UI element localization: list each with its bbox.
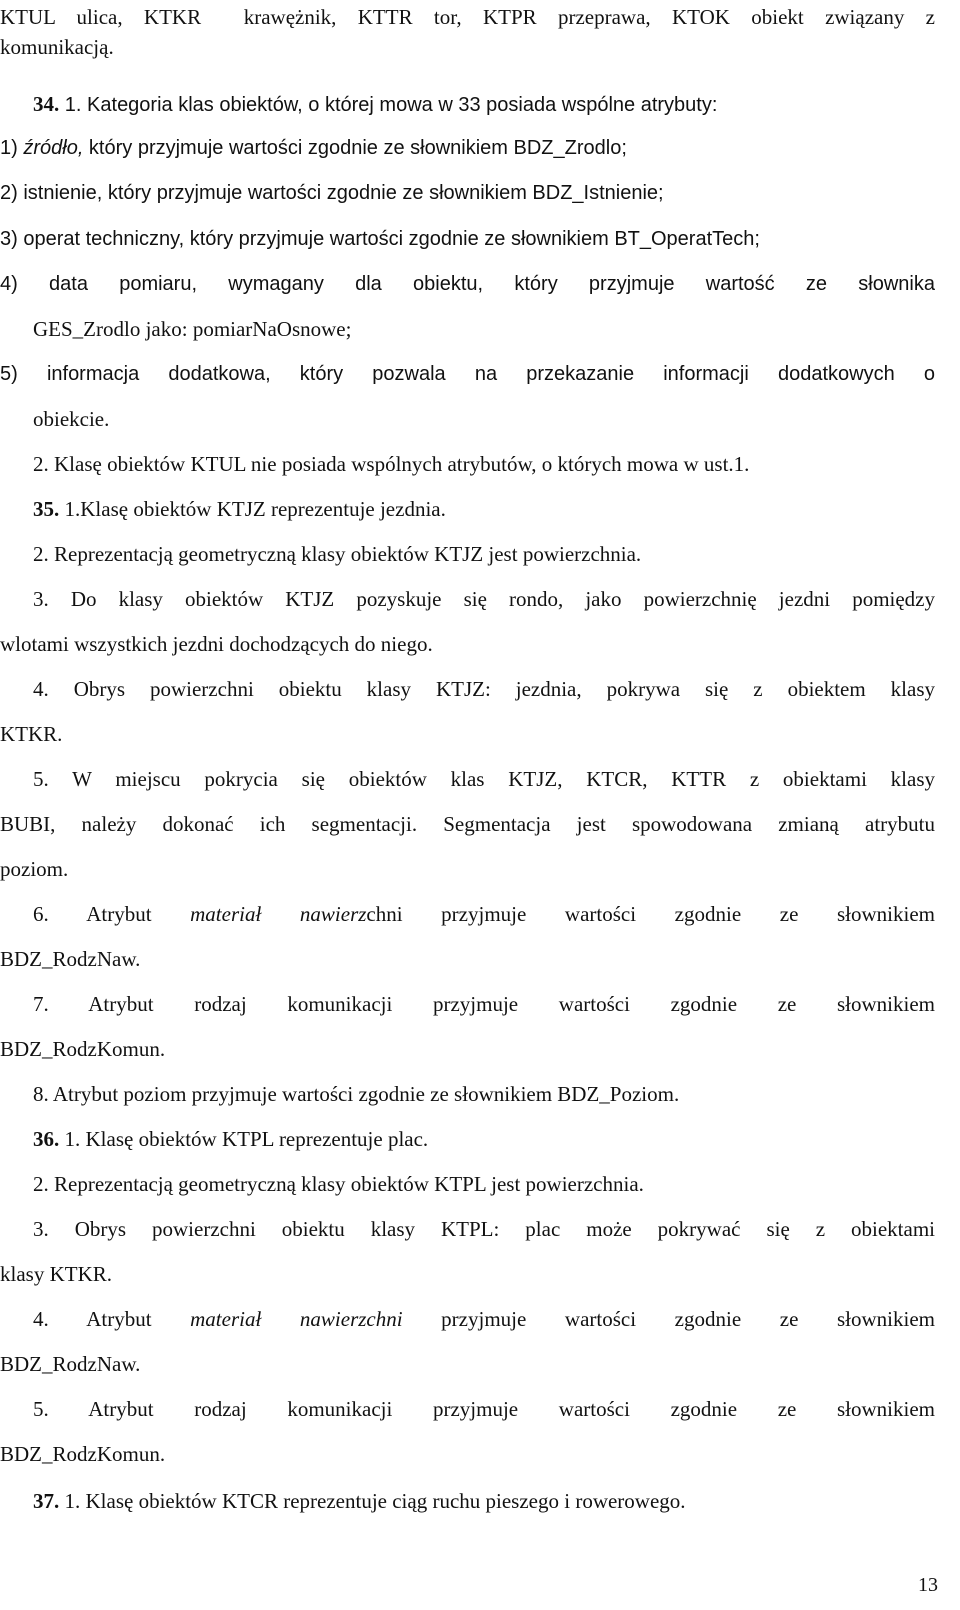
text-line: [0, 809, 935, 839]
line-text: 1. Kategoria klas obiektów, o której mowa w: [59, 94, 459, 116]
text-line: [33, 764, 935, 794]
text-line: [33, 539, 935, 569]
line-text: KTKR.: [0, 722, 63, 746]
line-text: 3. Do klasy obiektów KTJZ pozyskuje się rondo, jako powierzchnię jezdni pomiędzy: [33, 587, 935, 611]
text-line: [0, 224, 935, 254]
line-text: 2. Klasę obiektów KTUL nie posiada wspólnych atrybutów, o których mowa w ust.1.: [33, 452, 750, 476]
line-text: 2. Reprezentacją geometryczną klasy obiektów KTJZ jest powierzchnia.: [33, 542, 642, 566]
line-text: 6. Atrybut: [33, 902, 191, 926]
line-text: chni przyjmuje wartości zgodnie ze słownikiem: [366, 902, 935, 926]
text-line: [0, 359, 935, 389]
paragraph-36-line: [33, 1124, 935, 1154]
line-text: 1. Klasę obiektów KTPL reprezentuje plac.: [59, 1127, 429, 1151]
text-line: [0, 133, 935, 163]
paragraph-number: 36.: [33, 1127, 60, 1151]
text-line: [0, 854, 935, 884]
line-text: 3. Obrys powierzchni obiektu klasy KTPL: plac może pokrywać się z obiektami: [33, 1217, 935, 1241]
line-text: 5. Atrybut rodzaj komunikacji przyjmuje wartości zgodnie ze słownikiem: [33, 1397, 935, 1421]
text-line: [0, 269, 935, 299]
text-line: [0, 178, 935, 208]
text-line: [0, 944, 935, 974]
line-text: 8. Atrybut poziom przyjmuje wartości zgodnie ze słownikiem BDZ_Poziom.: [33, 1082, 680, 1106]
line-text: 33 posiada wspólne atrybuty:: [458, 94, 718, 116]
text-line: [33, 449, 935, 479]
paragraph-37-line: [33, 1486, 935, 1516]
paragraph-number: 34.: [33, 92, 60, 116]
paragraph-number: 35.: [33, 497, 60, 521]
text-line: [0, 629, 935, 659]
line-text: BUBI, należy dokonać ich segmentacji. Segmentacja jest spowodowana zmianą atrybutu: [0, 812, 935, 836]
text-line: [0, 1349, 935, 1379]
line-text: 1): [0, 137, 24, 159]
text-line: [33, 314, 935, 344]
line-text: 3) operat techniczny, który przyjmuje wartości zgodnie ze słownikiem BT_OperatTech;: [0, 228, 760, 250]
line-text: 5) informacja dodatkowa, który pozwala na przekazanie informacji dodatkowych o: [0, 363, 935, 385]
line-text: klasy KTKR.: [0, 1262, 112, 1286]
text-line: [0, 32, 935, 62]
line-text: BDZ_RodzNaw.: [0, 1352, 141, 1376]
line-text: BDZ_RodzKomun.: [0, 1442, 166, 1466]
italic-term: materiał nawierzchni: [190, 1307, 403, 1331]
line-text: 1.Klasę obiektów KTJZ reprezentuje jezdnia.: [59, 497, 446, 521]
text-line: [33, 1304, 935, 1334]
line-text: 4. Obrys powierzchni obiektu klasy KTJZ: jezdnia, pokrywa się z obiektem klasy: [33, 677, 935, 701]
text-line: [33, 1169, 935, 1199]
text-line: [33, 899, 935, 929]
line-text: 2. Reprezentacją geometryczną klasy obiektów KTPL jest powierzchnia.: [33, 1172, 644, 1196]
text-line: [33, 1214, 935, 1244]
line-text: który przyjmuje wartości zgodnie ze słownikiem BDZ_Zrodlo;: [83, 137, 627, 159]
paragraph-34-line: [33, 89, 935, 119]
text-line: [33, 1394, 935, 1424]
paragraph-number: 37.: [33, 1489, 60, 1513]
line-text: KTUL ulica, KTKR krawężnik, KTTR tor, KTPR przeprawa, KTOK obiekt związany z: [0, 5, 935, 29]
text-line: [0, 1439, 935, 1469]
line-text: poziom.: [0, 857, 69, 881]
line-text: 1. Klasę obiektów KTCR reprezentuje ciąg ruchu pieszego i rowerowego.: [59, 1489, 686, 1513]
line-text: 7. Atrybut rodzaj komunikacji przyjmuje wartości zgodnie ze słownikiem: [33, 992, 935, 1016]
text-line: [33, 1079, 935, 1109]
page-number: 13: [918, 1574, 938, 1596]
line-text: przyjmuje wartości zgodnie ze słownikiem: [402, 1307, 935, 1331]
text-line: [0, 2, 935, 32]
text-line: [33, 584, 935, 614]
paragraph-35-line: [33, 494, 935, 524]
line-text: obiekcie.: [33, 407, 110, 431]
line-text: 4) data pomiaru, wymagany dla obiektu, który przyjmuje wartość ze słownika: [0, 273, 935, 295]
text-line: [33, 989, 935, 1019]
line-text: GES_Zrodlo jako: pomiarNaOsnowe;: [33, 317, 352, 341]
text-line: [33, 674, 935, 704]
italic-term: materiał nawierz: [190, 902, 367, 926]
text-line: [0, 1034, 935, 1064]
line-text: BDZ_RodzKomun.: [0, 1037, 166, 1061]
text-line: [0, 1259, 935, 1289]
line-text: 5. W miejscu pokrycia się obiektów klas KTJZ, KTCR, KTTR z obiektami klasy: [33, 767, 935, 791]
line-text: 4. Atrybut: [33, 1307, 191, 1331]
line-text: wlotami wszystkich jezdni dochodzących do niego.: [0, 632, 433, 656]
italic-term: źródło,: [23, 137, 84, 159]
line-text: 2) istnienie, który przyjmuje wartości zgodnie ze słownikiem BDZ_Istnienie;: [0, 182, 664, 204]
text-line: [33, 404, 935, 434]
text-line: [0, 719, 935, 749]
line-text: BDZ_RodzNaw.: [0, 947, 141, 971]
line-text: komunikacją.: [0, 35, 114, 59]
